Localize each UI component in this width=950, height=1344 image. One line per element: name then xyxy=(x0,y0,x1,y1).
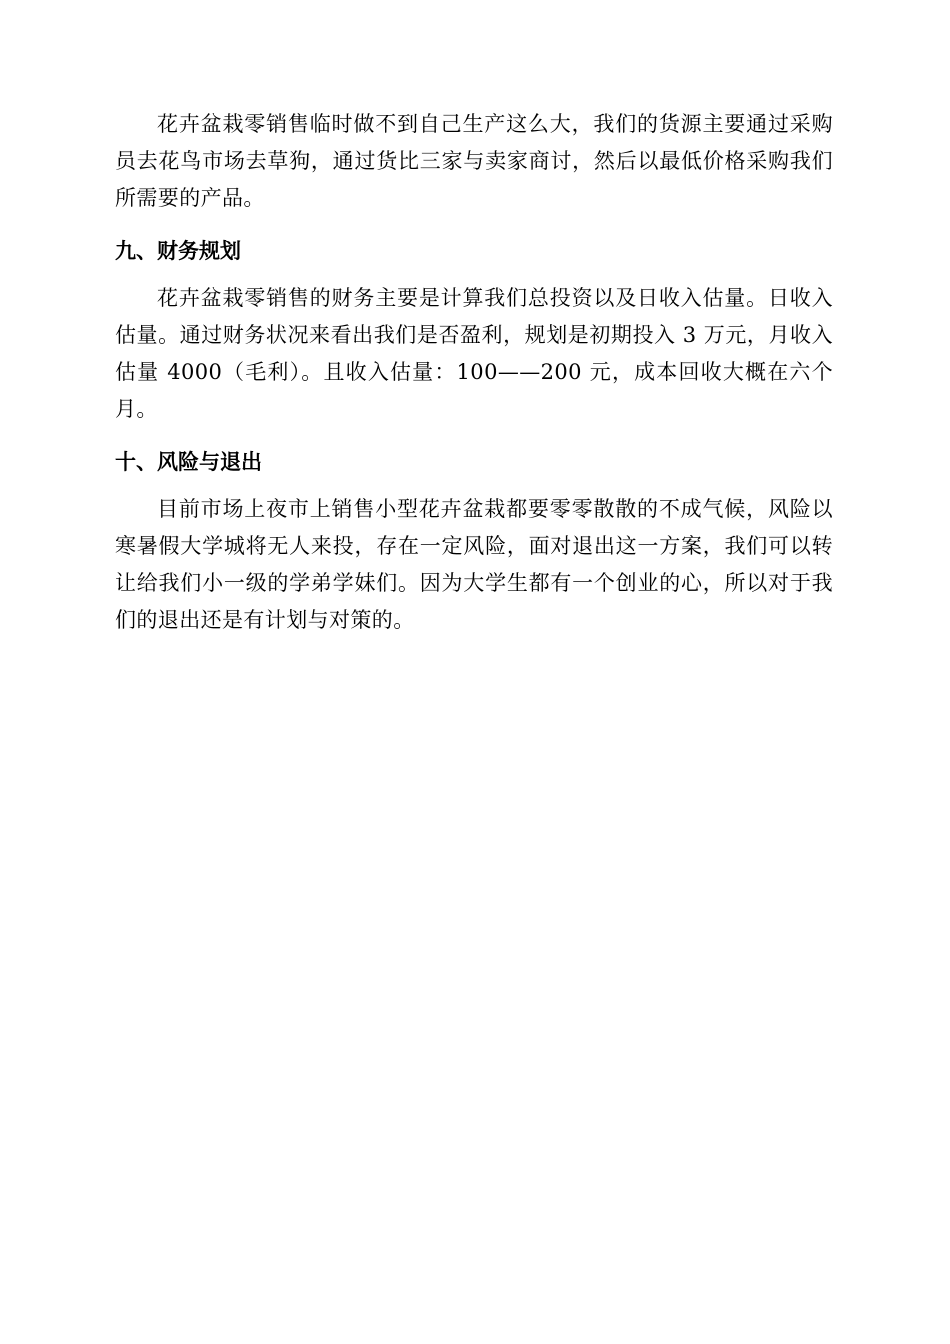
document-body xyxy=(115,106,833,639)
procurement-paragraph: 花卉盆栽零销售临时做不到自己生产这么大，我们的货源主要通过采购员去花鸟市场去草狗，通过货比三家与卖家商讨，然后以最低价格采购我们所需要的产品。 xyxy=(115,112,833,210)
section-heading-risk: 十、风险与退出 xyxy=(115,450,262,474)
risk-paragraph: 目前市场上夜市上销售小型花卉盆栽都要零零散散的不成气候，风险以寒暑假大学城将无人来投，存在一定风险，面对退出这一方案，我们可以转让给我们小一级的学弟学妹们。因为大学生都有一个创业的心，所以对于我们的退出还是有计划与对策的。 xyxy=(115,497,833,632)
section-heading-finance: 九、财务规划 xyxy=(115,239,241,263)
finance-paragraph: 花卉盆栽零销售的财务主要是计算我们总投资以及日收入估量。日收入估量。通过财务状况来看出我们是否盈利，规划是初期投入 3 万元，月收入估量 4000（毛利）。且收入估量：100——200 元，成本回收大概在六个月。 xyxy=(115,286,833,421)
